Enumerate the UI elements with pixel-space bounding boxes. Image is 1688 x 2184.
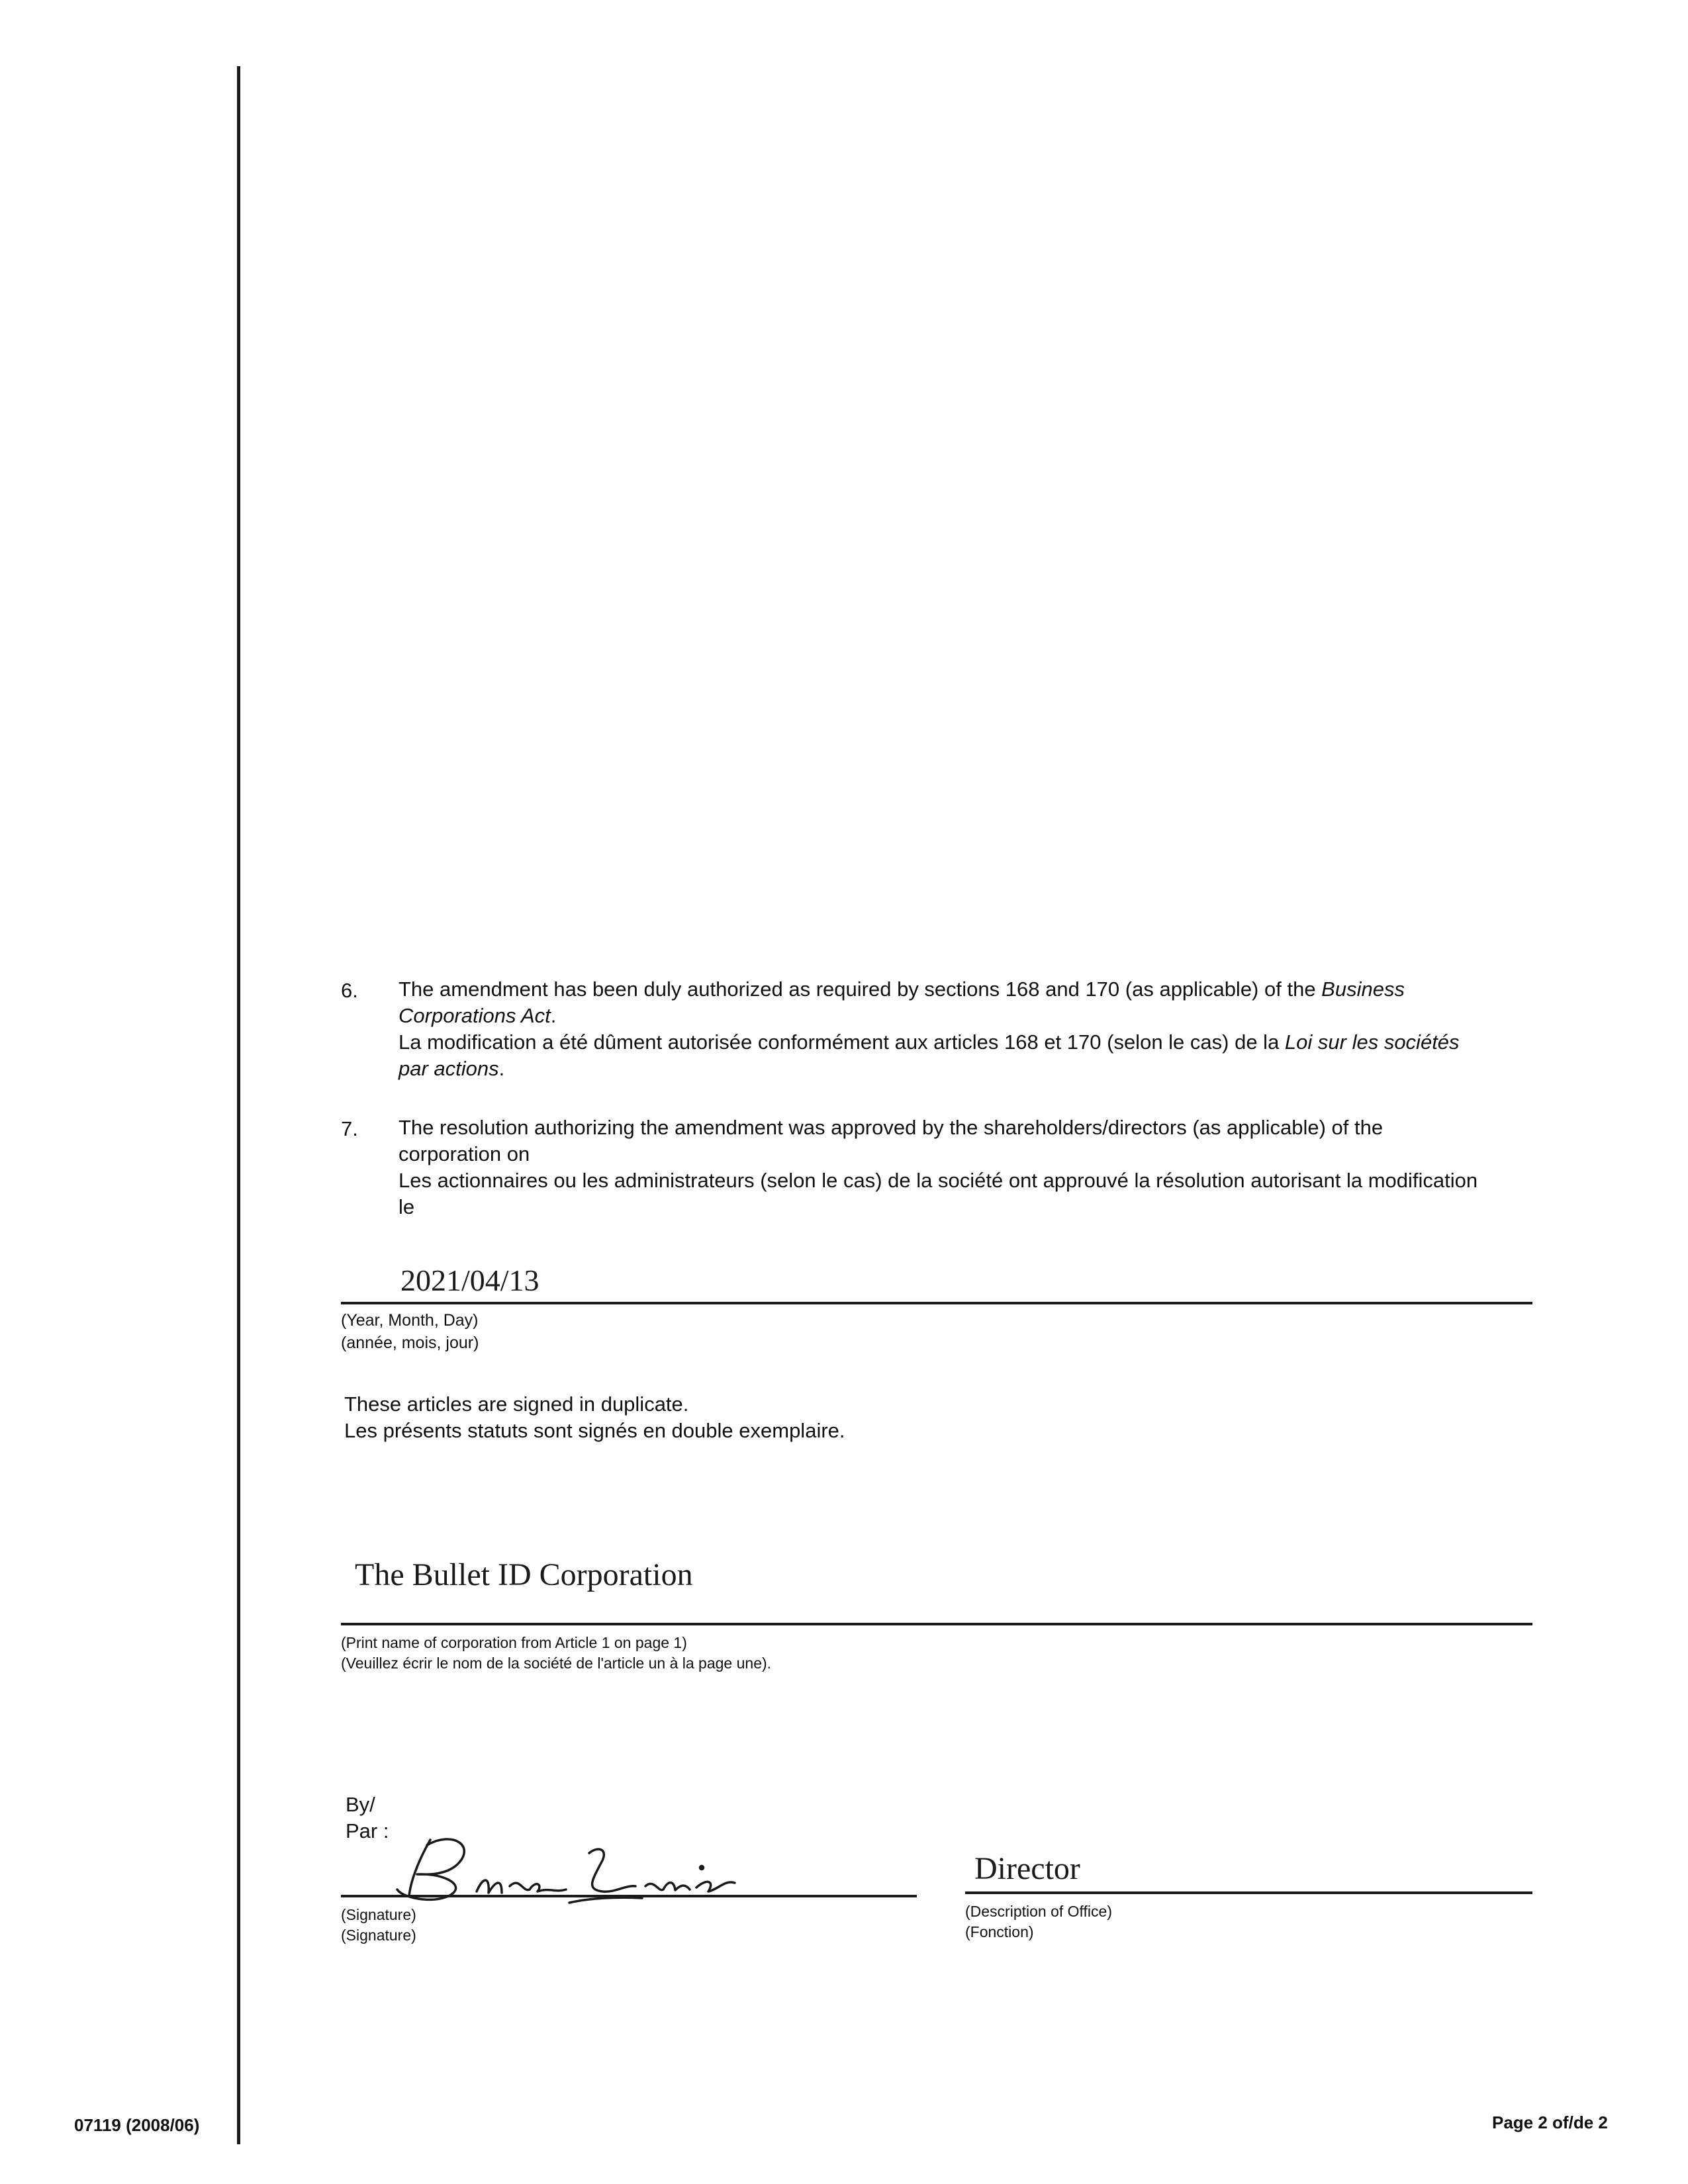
- corporation-name-underline: [341, 1623, 1532, 1625]
- approval-date-value: 2021/04/13: [400, 1263, 539, 1297]
- date-caption: [341, 1309, 479, 1354]
- corporation-name-caption: [341, 1633, 771, 1674]
- item-7-text: [399, 1115, 1484, 1220]
- office-value: Director: [974, 1851, 1080, 1886]
- duplicate-statement: [344, 1391, 845, 1444]
- by-label: By/: [346, 1793, 375, 1816]
- par-label: Par :: [346, 1819, 389, 1843]
- item-6-english: The amendment has been duly authorized as required by sections 168 and 170 (as applicable) of the Business Corporations Act.: [399, 978, 1405, 1027]
- signature-caption-french: (Signature): [341, 1927, 416, 1944]
- item-7-number: 7.: [341, 1117, 358, 1140]
- office-caption: [965, 1901, 1112, 1942]
- item-7-french: Les actionnaires ou les administrateurs (selon le cas) de la société ont approuvé la résolution autorisant la modification le: [399, 1169, 1478, 1218]
- left-margin-rule: [237, 66, 240, 2144]
- office-line: [965, 1891, 1532, 1894]
- item-7-english: The resolution authorizing the amendment was approved by the shareholders/directors (as applicable) of the corporation on: [399, 1116, 1383, 1165]
- by-par-label: [346, 1792, 389, 1844]
- duplicate-statement-french: Les présents statuts sont signés en double exemplaire.: [344, 1419, 845, 1442]
- signature-caption: [341, 1905, 416, 1946]
- corporation-name: The Bullet ID Corporation: [355, 1557, 693, 1592]
- date-underline: [341, 1302, 1532, 1304]
- handwritten-signature: [391, 1827, 774, 1913]
- item-6-text: [399, 976, 1484, 1082]
- page-number: Page 2 of/de 2: [1492, 2113, 1608, 2132]
- item-6-french: La modification a été dûment autorisée conformément aux articles 168 et 170 (selon le cas) de la Loi sur les sociétés par actions.: [399, 1030, 1460, 1080]
- date-caption-french: (année, mois, jour): [341, 1334, 479, 1352]
- corporation-caption-english: (Print name of corporation from Article 1 on page 1): [341, 1634, 687, 1651]
- office-caption-english: (Description of Office): [965, 1903, 1112, 1920]
- signature-caption-english: (Signature): [341, 1906, 416, 1923]
- duplicate-statement-english: These articles are signed in duplicate.: [344, 1392, 689, 1416]
- date-caption-english: (Year, Month, Day): [341, 1311, 479, 1330]
- corporation-caption-french: (Veuillez écrir le nom de la société de l'article un à la page une).: [341, 1655, 772, 1672]
- office-caption-french: (Fonction): [965, 1923, 1034, 1940]
- signature-line: [341, 1895, 917, 1897]
- form-number: 07119 (2008/06): [74, 2115, 200, 2135]
- item-6-number: 6.: [341, 979, 358, 1002]
